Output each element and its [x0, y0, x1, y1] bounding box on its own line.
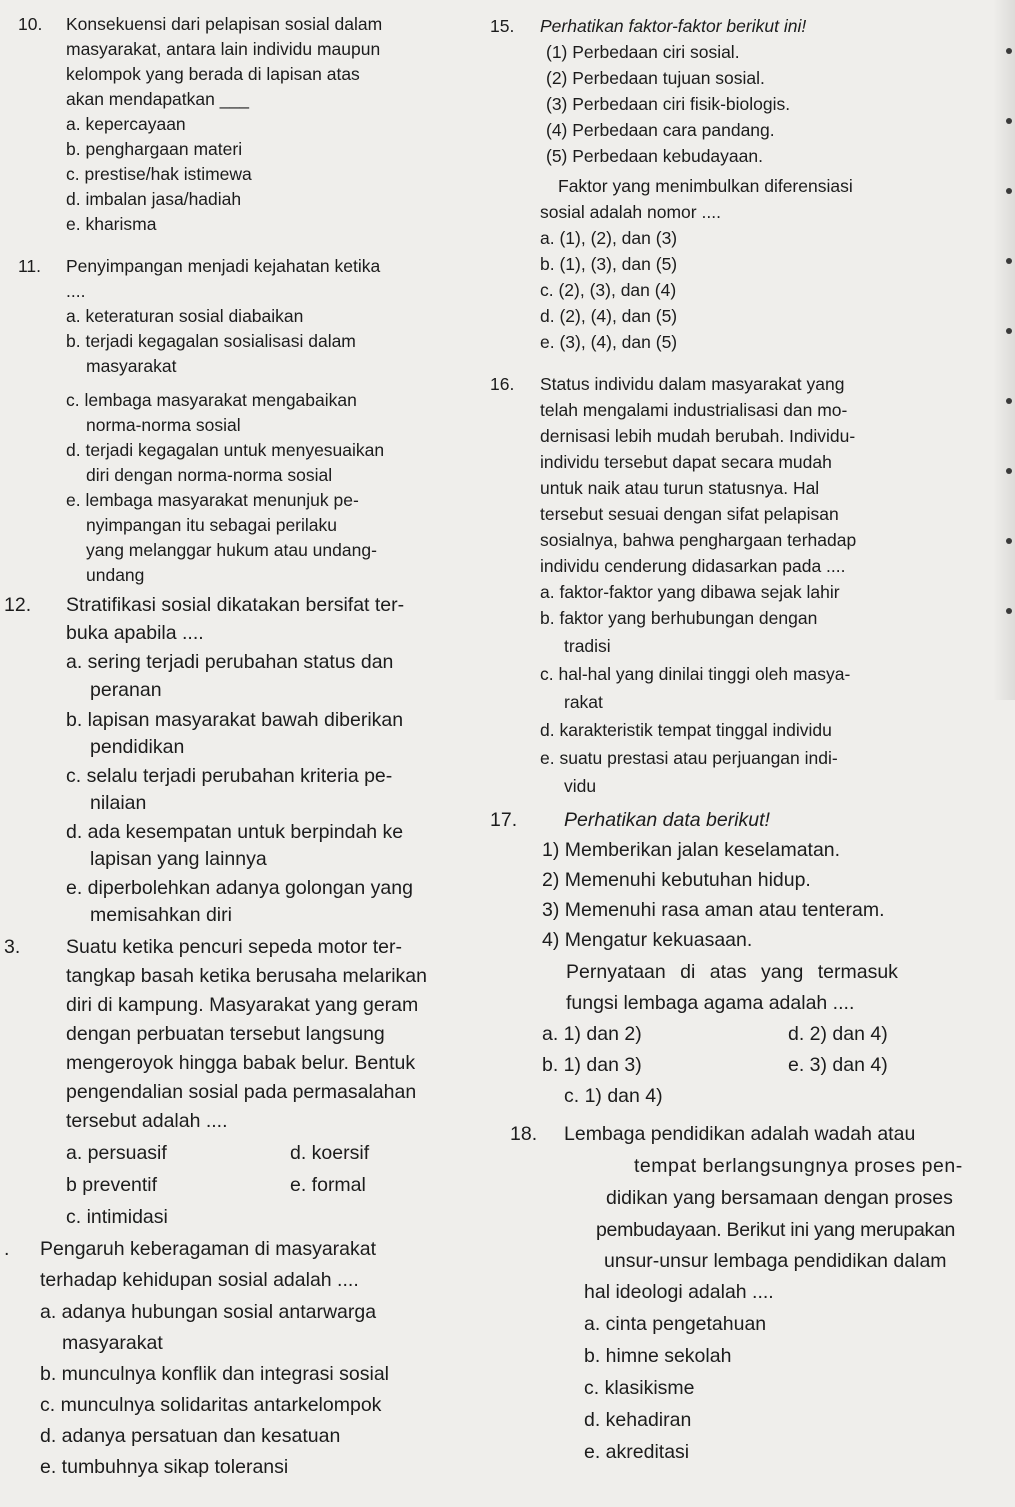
question-text: tempat berlangsungnya proses pen-: [634, 1155, 963, 1177]
answer-option[interactable]: a. faktor-faktor yang dibawa sejak lahir: [540, 582, 840, 602]
question-text: Faktor yang menimbulkan diferensiasi: [558, 176, 853, 196]
question-text: buka apabila ....: [66, 622, 204, 644]
question-text: tersebut adalah ....: [66, 1110, 228, 1132]
answer-option[interactable]: b. terjadi kegagalan sosialisasi dalam: [66, 331, 356, 351]
answer-option-cont: masyarakat: [86, 356, 177, 376]
list-item: 3) Memenuhi rasa aman atau tenteram.: [542, 899, 885, 921]
question-text: Konsekuensi dari pelapisan sosial dalam: [66, 14, 383, 34]
question-number: .: [4, 1238, 10, 1260]
answer-option[interactable]: c. 1) dan 4): [564, 1085, 663, 1107]
answer-option[interactable]: d. terjadi kegagalan untuk menyesuaikan: [66, 440, 385, 460]
answer-option[interactable]: b. munculnya konflik dan integrasi sosial: [40, 1363, 390, 1385]
answer-option[interactable]: d. (2), (4), dan (5): [540, 306, 678, 326]
question-number: 16.: [490, 374, 515, 394]
list-item: (3) Perbedaan ciri fisik-biologis.: [546, 94, 791, 114]
answer-option[interactable]: d. adanya persatuan dan kesatuan: [40, 1425, 341, 1447]
answer-option-cont: vidu: [564, 776, 597, 796]
answer-option[interactable]: a. kepercayaan: [66, 114, 186, 134]
list-item: 4) Mengatur kekuasaan.: [542, 929, 753, 951]
binder-hole-icon: [1006, 118, 1012, 124]
answer-option[interactable]: d. koersif: [290, 1142, 370, 1164]
list-item: (4) Perbedaan cara pandang.: [546, 120, 775, 140]
question-text: Status individu dalam masyarakat yang: [540, 374, 845, 394]
question-number: 10.: [18, 14, 43, 34]
answer-option[interactable]: a. adanya hubungan sosial antarwarga: [40, 1301, 377, 1323]
answer-option[interactable]: d. kehadiran: [584, 1409, 692, 1431]
question-text: akan mendapatkan ___: [66, 89, 249, 109]
answer-option-cont: yang melanggar hukum atau undang-: [86, 540, 377, 560]
answer-option[interactable]: c. (2), (3), dan (4): [540, 280, 677, 300]
binder-hole-icon: [1006, 538, 1012, 544]
answer-option-cont: rakat: [564, 692, 603, 712]
answer-option[interactable]: d. imbalan jasa/hadiah: [66, 189, 242, 209]
answer-option[interactable]: c. klasikisme: [584, 1377, 695, 1399]
binder-hole-icon: [1006, 258, 1012, 264]
question-text: pembudayaan. Berikut ini yang merupakan: [596, 1219, 956, 1241]
list-item: (2) Perbedaan tujuan sosial.: [546, 68, 765, 88]
question-text: Lembaga pendidikan adalah wadah atau: [564, 1123, 916, 1145]
answer-option[interactable]: c. selalu terjadi perubahan kriteria pe-: [66, 765, 393, 787]
question-intro: Perhatikan data berikut!: [564, 809, 770, 831]
answer-option[interactable]: b. lapisan masyarakat bawah diberikan: [66, 709, 404, 731]
question-number: 12.: [4, 594, 32, 616]
answer-option[interactable]: b preventif: [66, 1174, 158, 1196]
answer-option[interactable]: d. karakteristik tempat tinggal individu: [540, 720, 832, 740]
question-text: Suatu ketika pencuri sepeda motor ter-: [66, 936, 403, 958]
binder-hole-icon: [1006, 468, 1012, 474]
answer-option[interactable]: c. hal-hal yang dinilai tinggi oleh masya-: [540, 664, 851, 684]
question-text: tersebut sesuai dengan sifat pelapisan: [540, 504, 839, 524]
question-text: dengan perbuatan tersebut langsung: [66, 1023, 385, 1045]
answer-option[interactable]: b. (1), (3), dan (5): [540, 254, 678, 274]
answer-option[interactable]: a. (1), (2), dan (3): [540, 228, 678, 248]
answer-option[interactable]: b. 1) dan 3): [542, 1054, 642, 1076]
question-text: ....: [66, 281, 86, 301]
question-number: 17.: [490, 809, 518, 831]
answer-option-cont: lapisan yang lainnya: [90, 848, 267, 870]
answer-option[interactable]: e. tumbuhnya sikap toleransi: [40, 1456, 289, 1478]
answer-option[interactable]: e. formal: [290, 1174, 366, 1196]
answer-option[interactable]: e. 3) dan 4): [788, 1054, 888, 1076]
answer-option[interactable]: e. kharisma: [66, 214, 157, 234]
page-edge-shadow: [993, 0, 1015, 700]
answer-option[interactable]: e. akreditasi: [584, 1441, 690, 1463]
binder-hole-icon: [1006, 188, 1012, 194]
answer-option[interactable]: e. (3), (4), dan (5): [540, 332, 678, 352]
answer-option[interactable]: a. persuasif: [66, 1142, 167, 1164]
answer-option-cont: memisahkan diri: [90, 904, 232, 926]
question-text: Stratifikasi sosial dikatakan bersifat ter-: [66, 594, 405, 616]
question-text: Pernyataan di atas yang termasuk: [566, 961, 898, 983]
answer-option-cont: peranan: [90, 679, 162, 701]
answer-option-cont: undang: [86, 565, 145, 585]
answer-option[interactable]: b. penghargaan materi: [66, 139, 243, 159]
question-text: masyarakat, antara lain individu maupun: [66, 39, 381, 59]
list-item: (1) Perbedaan ciri sosial.: [546, 42, 740, 62]
question-text: telah mengalami industrialisasi dan mo-: [540, 400, 848, 420]
answer-option[interactable]: e. diperbolehkan adanya golongan yang: [66, 877, 413, 899]
question-text: kelompok yang berada di lapisan atas: [66, 64, 360, 84]
question-intro: Perhatikan faktor-faktor berikut ini!: [540, 16, 807, 36]
answer-option[interactable]: c. lembaga masyarakat mengabaikan: [66, 390, 357, 410]
answer-option-cont: norma-norma sosial: [86, 415, 241, 435]
answer-option[interactable]: a. sering terjadi perubahan status dan: [66, 651, 394, 673]
question-text: Penyimpangan menjadi kejahatan ketika: [66, 256, 381, 276]
question-text: diri di kampung. Masyarakat yang geram: [66, 994, 419, 1016]
question-number: 3.: [4, 936, 21, 958]
answer-option[interactable]: a. cinta pengetahuan: [584, 1313, 767, 1335]
question-text: didikan yang bersamaan dengan proses: [606, 1187, 953, 1209]
answer-option[interactable]: a. keteraturan sosial diabaikan: [66, 306, 304, 326]
binder-hole-icon: [1006, 48, 1012, 54]
question-text: Pengaruh keberagaman di masyarakat: [40, 1238, 377, 1260]
question-text: dernisasi lebih mudah berubah. Individu-: [540, 426, 856, 446]
answer-option[interactable]: c. intimidasi: [66, 1206, 168, 1228]
list-item: 1) Memberikan jalan keselamatan.: [542, 839, 841, 861]
list-item: (5) Perbedaan kebudayaan.: [546, 146, 763, 166]
answer-option-cont: nilaian: [90, 792, 147, 814]
question-text: individu cenderung didasarkan pada ....: [540, 556, 846, 576]
answer-option-cont: diri dengan norma-norma sosial: [86, 465, 333, 485]
binder-hole-icon: [1006, 608, 1012, 614]
answer-option[interactable]: e. suatu prestasi atau perjuangan indi-: [540, 748, 838, 768]
question-text: individu tersebut dapat secara mudah: [540, 452, 832, 472]
answer-option[interactable]: d. ada kesempatan untuk berpindah ke: [66, 821, 404, 843]
answer-option[interactable]: b. faktor yang berhubungan dengan: [540, 608, 818, 628]
question-number: 18.: [510, 1123, 538, 1145]
question-text: hal ideologi adalah ....: [584, 1281, 774, 1303]
question-text: pengendalian sosial pada permasalahan: [66, 1081, 417, 1103]
question-text: mengeroyok hingga babak belur. Bentuk: [66, 1052, 416, 1074]
answer-option[interactable]: c. prestise/hak istimewa: [66, 164, 252, 184]
answer-option-cont: masyarakat: [62, 1332, 163, 1354]
answer-option[interactable]: d. 2) dan 4): [788, 1023, 888, 1045]
answer-option[interactable]: e. lembaga masyarakat menunjuk pe-: [66, 490, 359, 510]
question-text: tangkap basah ketika berusaha melarikan: [66, 965, 427, 987]
answer-option[interactable]: b. himne sekolah: [584, 1345, 732, 1367]
question-number: 11.: [18, 256, 42, 276]
binder-hole-icon: [1006, 398, 1012, 404]
question-text: sosialnya, bahwa penghargaan terhadap: [540, 530, 857, 550]
question-text: terhadap kehidupan sosial adalah ....: [40, 1269, 359, 1291]
question-text: fungsi lembaga agama adalah ....: [566, 992, 855, 1014]
answer-option-cont: tradisi: [564, 636, 611, 656]
answer-option-cont: pendidikan: [90, 736, 185, 758]
list-item: 2) Memenuhi kebutuhan hidup.: [542, 869, 811, 891]
answer-option[interactable]: a. 1) dan 2): [542, 1023, 642, 1045]
question-text: sosial adalah nomor ....: [540, 202, 721, 222]
answer-option[interactable]: c. munculnya solidaritas antarkelompok: [40, 1394, 382, 1416]
question-text: untuk naik atau turun statusnya. Hal: [540, 478, 820, 498]
question-text: unsur-unsur lembaga pendidikan dalam: [604, 1250, 947, 1272]
binder-hole-icon: [1006, 328, 1012, 334]
question-number: 15.: [490, 16, 515, 36]
answer-option-cont: nyimpangan itu sebagai perilaku: [86, 515, 337, 535]
